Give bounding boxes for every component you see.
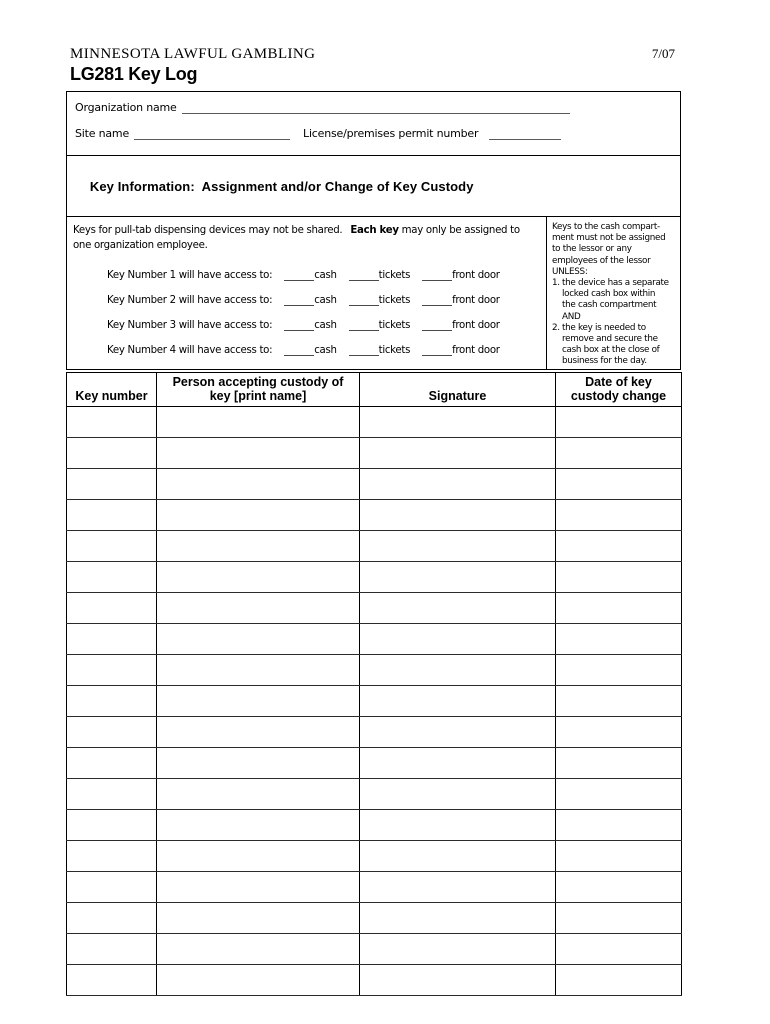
access-option-label: front door	[452, 345, 500, 356]
site-name-line	[75, 127, 670, 140]
table-cell-key-number[interactable]	[67, 500, 157, 531]
access-option-blank[interactable]	[422, 319, 452, 331]
form-revision-date: 7/07	[651, 46, 675, 61]
condition-text: the device has a separate locked cash box within the cash compartment AND	[562, 278, 669, 322]
access-option-blank[interactable]	[349, 319, 379, 331]
table-row	[67, 593, 682, 624]
access-option-front-door	[422, 295, 500, 306]
table-cell-key-number[interactable]	[67, 655, 157, 686]
access-option-cash	[284, 320, 336, 331]
table-cell-key-number[interactable]	[67, 469, 157, 500]
table-cell-signature[interactable]	[360, 810, 556, 841]
cash-note-text-line: employees of the lessor	[552, 255, 651, 266]
site-name-label: Site name	[75, 127, 130, 140]
table-cell-person-accepting-custody-of-key-print-name[interactable]	[157, 934, 360, 965]
access-option-front-door	[422, 345, 500, 356]
table-cell-signature[interactable]	[360, 655, 556, 686]
table-row	[67, 655, 682, 686]
table-cell-signature[interactable]	[360, 593, 556, 624]
access-option-blank[interactable]	[284, 269, 314, 281]
cash-note-text-line: Keys to the cash compart-	[552, 222, 660, 232]
table-cell-signature[interactable]	[360, 965, 556, 996]
table-cell-person-accepting-custody-of-key-print-name[interactable]	[157, 593, 360, 624]
organization-box	[66, 91, 681, 156]
key-access-lines	[73, 269, 546, 358]
key-access-line-3	[73, 319, 546, 333]
access-option-label: front door	[452, 295, 500, 306]
access-option-label: front door	[452, 320, 500, 331]
table-row	[67, 624, 682, 655]
access-option-label: tickets	[378, 270, 411, 281]
access-option-label: cash	[314, 320, 337, 331]
key-access-label: Key Number 2 will have access to:	[107, 295, 273, 306]
notice-line2: one organization employee.	[73, 240, 208, 251]
table-row	[67, 407, 682, 438]
table-cell-date-of-key-custody-change[interactable]	[556, 965, 682, 996]
table-cell-person-accepting-custody-of-key-print-name[interactable]	[157, 624, 360, 655]
condition-number: 1.	[552, 278, 560, 289]
cash-compartment-note	[546, 217, 680, 369]
table-cell-person-accepting-custody-of-key-print-name[interactable]	[157, 717, 360, 748]
access-option-blank[interactable]	[349, 344, 379, 356]
table-cell-date-of-key-custody-change[interactable]	[556, 407, 682, 438]
table-header-row	[67, 373, 682, 407]
organization-name-line	[75, 101, 670, 114]
table-row	[67, 469, 682, 500]
cash-note-text-line: to the lessor or any	[552, 244, 632, 255]
key-info-box	[66, 216, 681, 370]
table-cell-key-number[interactable]	[67, 624, 157, 655]
access-option-front-door	[422, 320, 500, 331]
access-option-blank[interactable]	[284, 344, 314, 356]
access-option-label: tickets	[378, 320, 411, 331]
table-cell-signature[interactable]	[360, 934, 556, 965]
access-option-front-door	[422, 270, 500, 281]
table-cell-signature[interactable]	[360, 717, 556, 748]
table-cell-signature[interactable]	[360, 872, 556, 903]
table-cell-date-of-key-custody-change[interactable]	[556, 779, 682, 810]
table-cell-signature[interactable]	[360, 438, 556, 469]
license-permit-field[interactable]	[489, 127, 561, 140]
table-cell-date-of-key-custody-change[interactable]	[556, 655, 682, 686]
table-cell-key-number[interactable]	[67, 872, 157, 903]
table-cell-person-accepting-custody-of-key-print-name[interactable]	[157, 655, 360, 686]
table-cell-key-number[interactable]	[67, 686, 157, 717]
table-row	[67, 841, 682, 872]
table-row	[67, 934, 682, 965]
table-cell-key-number[interactable]	[67, 407, 157, 438]
access-option-blank[interactable]	[349, 269, 379, 281]
table-cell-date-of-key-custody-change[interactable]	[556, 748, 682, 779]
table-cell-signature[interactable]	[360, 841, 556, 872]
table-row	[67, 779, 682, 810]
table-cell-signature[interactable]	[360, 624, 556, 655]
table-row	[67, 872, 682, 903]
table-cell-signature[interactable]	[360, 686, 556, 717]
table-row	[67, 562, 682, 593]
table-cell-key-number[interactable]	[67, 810, 157, 841]
table-cell-date-of-key-custody-change[interactable]	[556, 500, 682, 531]
access-option-label: cash	[314, 345, 337, 356]
table-cell-signature[interactable]	[360, 500, 556, 531]
organization-name-field[interactable]	[182, 101, 570, 114]
table-cell-signature[interactable]	[360, 903, 556, 934]
table-row	[67, 500, 682, 531]
key-sharing-notice-line2	[73, 238, 546, 253]
notice-pre: Keys for pull-tab dispensing devices may not be shared.	[73, 225, 343, 236]
access-option-tickets	[349, 320, 410, 331]
key-access-label: Key Number 4 will have access to:	[107, 345, 273, 356]
cash-note-text-line: UNLESS:	[552, 266, 588, 277]
access-option-tickets	[349, 345, 410, 356]
section-header	[66, 155, 681, 217]
table-cell-person-accepting-custody-of-key-print-name[interactable]	[157, 531, 360, 562]
key-log-table	[66, 372, 682, 996]
table-cell-key-number[interactable]	[67, 841, 157, 872]
table-cell-date-of-key-custody-change[interactable]	[556, 810, 682, 841]
table-cell-signature[interactable]	[360, 469, 556, 500]
condition-number: 2.	[552, 322, 560, 333]
table-row	[67, 748, 682, 779]
table-cell-date-of-key-custody-change[interactable]	[556, 562, 682, 593]
table-cell-key-number[interactable]	[67, 934, 157, 965]
table-cell-person-accepting-custody-of-key-print-name[interactable]	[157, 903, 360, 934]
table-cell-date-of-key-custody-change[interactable]	[556, 531, 682, 562]
column-header-signature: Signature	[360, 373, 556, 407]
access-option-label: cash	[314, 295, 337, 306]
column-header-person-accepting-custody-of-key-print-name: Person accepting custody of key [print name]	[157, 373, 360, 407]
table-cell-person-accepting-custody-of-key-print-name[interactable]	[157, 779, 360, 810]
access-option-blank[interactable]	[284, 294, 314, 306]
table-cell-key-number[interactable]	[67, 438, 157, 469]
access-option-cash	[284, 345, 336, 356]
key-sharing-notice-line1	[73, 223, 546, 238]
access-option-label: tickets	[378, 295, 411, 306]
key-access-label: Key Number 3 will have access to:	[107, 320, 273, 331]
access-option-blank[interactable]	[422, 294, 452, 306]
key-access-label: Key Number 1 will have access to:	[107, 270, 273, 281]
table-cell-key-number[interactable]	[67, 562, 157, 593]
table-cell-date-of-key-custody-change[interactable]	[556, 717, 682, 748]
key-access-line-2	[73, 294, 546, 308]
cash-note-condition-2	[552, 323, 677, 368]
table-cell-signature[interactable]	[360, 748, 556, 779]
cash-note-condition-1	[552, 278, 677, 323]
table-cell-date-of-key-custody-change[interactable]	[556, 469, 682, 500]
table-cell-date-of-key-custody-change[interactable]	[556, 934, 682, 965]
notice-post: may only be assigned to	[401, 225, 520, 236]
table-cell-person-accepting-custody-of-key-print-name[interactable]	[157, 965, 360, 996]
column-header-date-of-key-custody-change: Date of key custody change	[556, 373, 682, 407]
cash-note-text-line: ment must not be assigned	[552, 233, 666, 244]
access-option-blank[interactable]	[284, 319, 314, 331]
key-access-line-1	[73, 269, 546, 283]
table-row	[67, 531, 682, 562]
condition-text: the key is needed to remove and secure the cash box at the close of business for the day.	[562, 322, 660, 367]
table-cell-date-of-key-custody-change[interactable]	[556, 872, 682, 903]
cash-note-intro	[552, 222, 677, 278]
table-cell-signature[interactable]	[360, 779, 556, 810]
table-cell-date-of-key-custody-change[interactable]	[556, 624, 682, 655]
access-option-tickets	[349, 295, 410, 306]
table-cell-person-accepting-custody-of-key-print-name[interactable]	[157, 562, 360, 593]
table-cell-key-number[interactable]	[67, 593, 157, 624]
table-cell-person-accepting-custody-of-key-print-name[interactable]	[157, 748, 360, 779]
table-cell-person-accepting-custody-of-key-print-name[interactable]	[157, 810, 360, 841]
table-cell-date-of-key-custody-change[interactable]	[556, 593, 682, 624]
table-row	[67, 717, 682, 748]
cash-note-conditions	[552, 278, 677, 368]
access-option-cash	[284, 270, 336, 281]
table-cell-person-accepting-custody-of-key-print-name[interactable]	[157, 407, 360, 438]
table-cell-key-number[interactable]	[67, 717, 157, 748]
table-cell-person-accepting-custody-of-key-print-name[interactable]	[157, 872, 360, 903]
access-option-label: cash	[314, 270, 337, 281]
access-option-blank[interactable]	[422, 344, 452, 356]
table-row	[67, 686, 682, 717]
table-cell-signature[interactable]	[360, 407, 556, 438]
form-title: LG281 Key Log	[70, 64, 198, 84]
table-cell-person-accepting-custody-of-key-print-name[interactable]	[157, 469, 360, 500]
key-info-main	[67, 217, 546, 369]
table-cell-person-accepting-custody-of-key-print-name[interactable]	[157, 841, 360, 872]
site-name-field[interactable]	[134, 127, 290, 140]
access-option-blank[interactable]	[422, 269, 452, 281]
access-option-label: tickets	[378, 345, 411, 356]
access-option-cash	[284, 295, 336, 306]
table-cell-date-of-key-custody-change[interactable]	[556, 686, 682, 717]
table-cell-key-number[interactable]	[67, 965, 157, 996]
table-row	[67, 438, 682, 469]
organization-name-label: Organization name	[75, 101, 177, 114]
access-option-tickets	[349, 270, 410, 281]
table-row	[67, 903, 682, 934]
column-header-key-number: Key number	[67, 373, 157, 407]
table-cell-person-accepting-custody-of-key-print-name[interactable]	[157, 686, 360, 717]
table-cell-key-number[interactable]	[67, 903, 157, 934]
access-option-blank[interactable]	[349, 294, 379, 306]
table-cell-person-accepting-custody-of-key-print-name[interactable]	[157, 500, 360, 531]
table-cell-date-of-key-custody-change[interactable]	[556, 841, 682, 872]
table-cell-date-of-key-custody-change[interactable]	[556, 438, 682, 469]
table-cell-signature[interactable]	[360, 531, 556, 562]
license-permit-label: License/premises permit number	[303, 127, 479, 140]
table-cell-signature[interactable]	[360, 562, 556, 593]
table-cell-key-number[interactable]	[67, 748, 157, 779]
form-header	[66, 46, 681, 63]
key-access-line-4	[73, 344, 546, 358]
section-title: Key Information: Assignment and/or Change of Key Custody	[89, 179, 474, 194]
table-row	[67, 810, 682, 841]
notice-bold: Each key	[350, 225, 399, 236]
form-eyebrow: MINNESOTA LAWFUL GAMBLING	[70, 46, 316, 62]
table-cell-date-of-key-custody-change[interactable]	[556, 903, 682, 934]
table-cell-key-number[interactable]	[67, 779, 157, 810]
access-option-label: front door	[452, 270, 500, 281]
table-row	[67, 965, 682, 996]
table-cell-person-accepting-custody-of-key-print-name[interactable]	[157, 438, 360, 469]
table-cell-key-number[interactable]	[67, 531, 157, 562]
